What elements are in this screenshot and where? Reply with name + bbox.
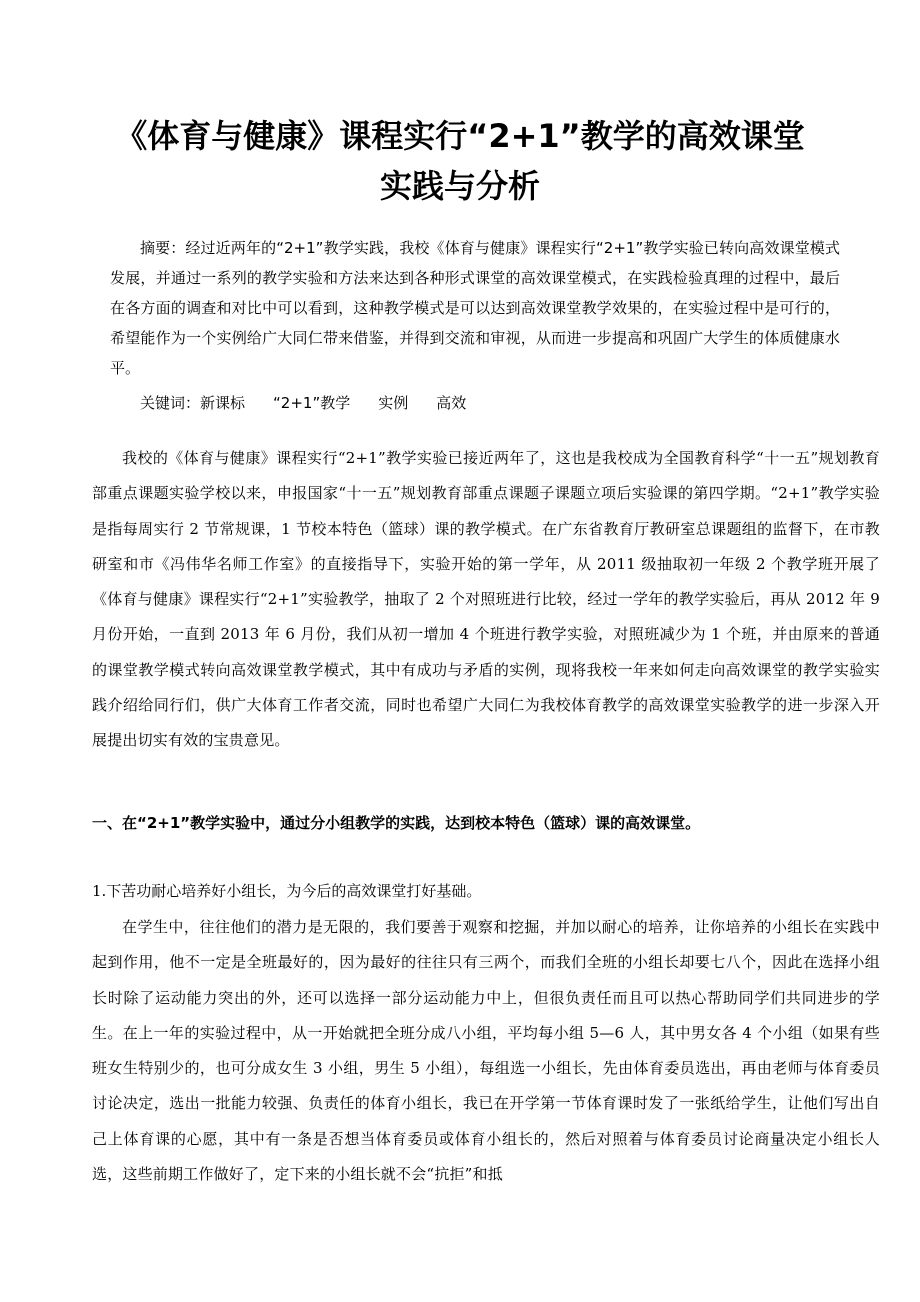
abstract-paragraph: 摘要：经过近两年的“2+1”教学实践，我校《体育与健康》课程实行“2+1”教学实验已转向高效课堂模式发展，并通过一系列的教学实验和方法来达到各种形式课堂的高效课堂模式，在实践检验真理的过程中，最后在各方面的调查和对比中可以看到，这种教学模式是可以达到高效课堂教学效果的，在实验过程中是可行的，希望能作为一个实例给广大同仁带来借鉴，并得到交流和审视，从而进一步提高和巩固广大学生的体质健康水平。 xyxy=(110,239,840,377)
keywords-line xyxy=(140,388,466,418)
title-line-2: 实践与分析 xyxy=(379,167,540,205)
keyword-item: 实例 xyxy=(378,394,409,412)
title-line-1: 《体育与健康》课程实行“2+1”教学的高效课堂 xyxy=(115,117,805,155)
keywords-label: 关键词：新课标 xyxy=(140,394,246,412)
subsection-heading: 1.下苦功耐心培养好小组长，为今后的高效课堂打好基础。 xyxy=(92,882,482,900)
keyword-item: “2+1”教学 xyxy=(273,394,351,412)
intro-paragraph: 我校的《体育与健康》课程实行“2+1”教学实验已接近两年了，这也是我校成为全国教育科学“十一五”规划教育部重点课题实验学校以来，申报国家“十一五”规划教育部重点课题子课题立项后实验课的第四学期。“2+1”教学实验是指每周实行 2 节常规课，1 节校本特色（篮球）课的教学模式。在广东省教育厅教研室总课题组的监督下，在市教研室和市《冯伟华名师工作室》的直接指导下，实验开始的第一学年，从 2011 级抽取初一年级 2 个教学班开展了《体育与健康》课程实行“2+1”实验教学，抽取了 2 个对照班进行比较，经过一学年的教学实验后，再从 2012 年 9 月份开始，一直到 2013 年 6 月份，我们从初一增加 4 个班进行教学实验，对照班减少为 1 个班，并由原来的普通的课堂教学模式转向高效课堂教学模式，其中有成功与矛盾的实例，现将我校一年来如何走向高效课堂的教学实验实践介绍给同行们，供广大体育工作者交流，同时也希望广大同仁为我校体育教学的高效课堂实验教学的进一步深入开展提出切实有效的宝贵意见。 xyxy=(92,449,880,750)
section-paragraph: 在学生中，往往他们的潜力是无限的，我们要善于观察和挖掘，并加以耐心的培养，让你培养的小组长在实践中起到作用，他不一定是全班最好的，因为最好的往往只有三两个，而我们全班的小组长却要七八个，因此在选择小组长时除了运动能力突出的外，还可以选择一部分运动能力中上，但很负责任而且可以热心帮助同学们共同进步的学生。在上一年的实验过程中，从一开始就把全班分成八小组，平均每小组 5—6 人，其中男女各 4 个小组（如果有些班女生特别少的，也可分成女生 3 小组，男生 5 小组），每组选一小组长，先由体育委员选出，再由老师与体育委员讨论决定，选出一批能力较强、负责任的体育小组长，我已在开学第一节体育课时发了一张纸给学生，让他们写出自己上体育课的心愿，其中有一条是否想当体育委员或体育小组长的，然后对照着与体育委员讨论商量决定小组长人选，这些前期工作做好了，定下来的小组长就不会“抗拒”和抵 xyxy=(92,918,880,1184)
keyword-item: 高效 xyxy=(436,394,467,412)
section-heading: 一、在“2+1”教学实验中，通过分小组教学的实践，达到校本特色（篮球）课的高效课堂。 xyxy=(92,814,701,832)
